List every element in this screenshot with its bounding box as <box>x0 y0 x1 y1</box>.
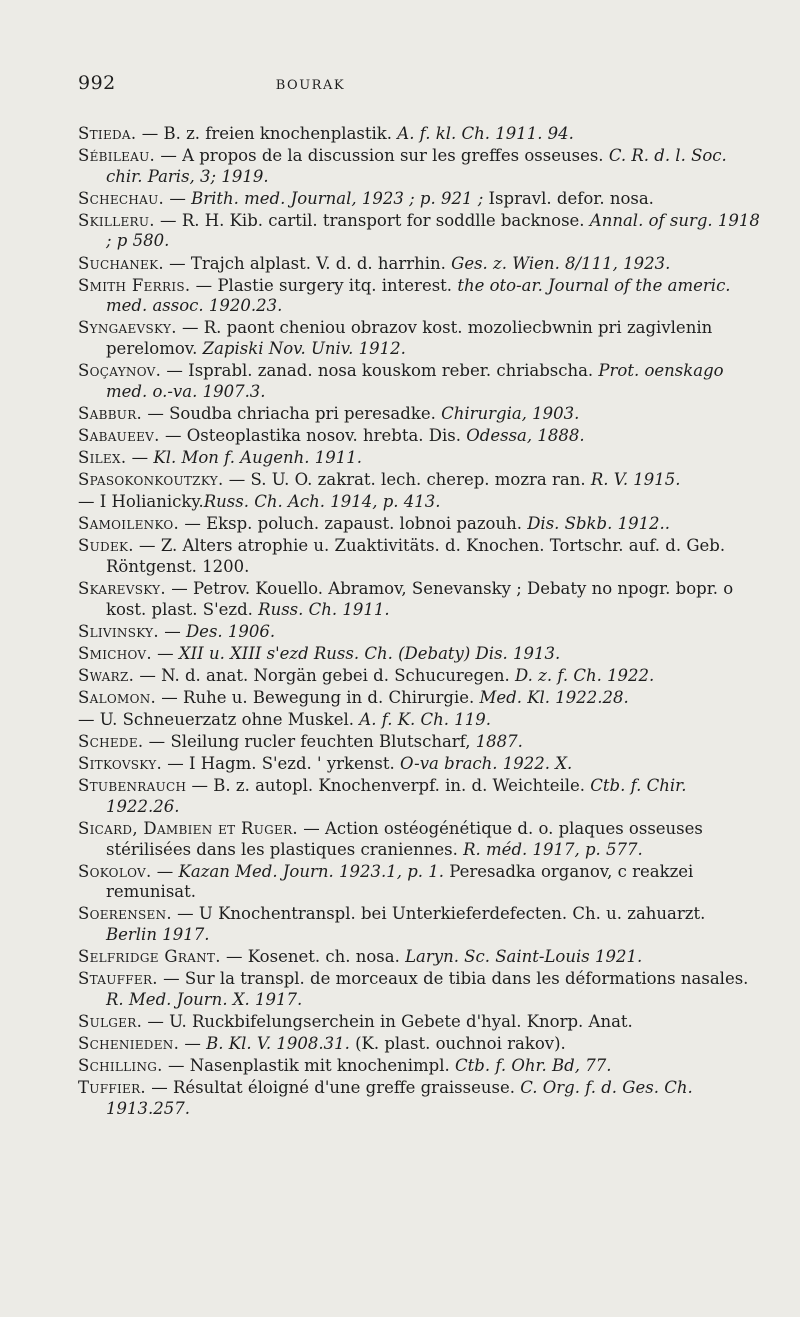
entry-dash: — <box>157 969 185 989</box>
bibliography-entry <box>78 969 760 1010</box>
entry-author: Sulger. <box>78 1011 143 1031</box>
bibliography-entry <box>78 361 760 402</box>
entry-author: Syngaevsky. <box>78 318 177 338</box>
entry-text: N. d. anat. Norgän gebei d. Schucuregen. <box>161 665 515 685</box>
entry-dash: — <box>134 665 162 685</box>
entry-text: I Holianicky. <box>99 492 204 512</box>
bibliography-entry <box>78 579 760 620</box>
bibliography-entry <box>78 819 760 860</box>
entry-author: Soerensen. <box>78 904 172 924</box>
entry-src: R. V. 1915. <box>590 470 681 489</box>
entry-dash: — <box>158 621 186 641</box>
entry-src: Odessa, 1888. <box>466 425 585 445</box>
bibliography-entry <box>78 862 760 903</box>
entry-author: Slivinsky. <box>78 621 159 641</box>
entry-tail: Ispravl. defor. nosa. <box>483 188 654 208</box>
entry-dash: — <box>142 403 170 423</box>
page-header <box>78 72 760 94</box>
entry-src: Des. 1906. <box>185 621 276 641</box>
entry-author: Sokolov. <box>78 861 152 881</box>
bibliography-entry <box>78 470 760 491</box>
entry-author: Sudek. <box>78 536 134 556</box>
entry-src: Berlin 1917. <box>106 924 210 944</box>
running-head: BOURAK <box>275 78 346 93</box>
bibliography-entry <box>78 404 760 425</box>
bibliography-entry <box>78 754 760 775</box>
bibliography-entry <box>78 666 760 687</box>
entry-author: Suchanek. <box>78 253 164 273</box>
entry-dash: — <box>142 1011 170 1031</box>
entry-dash: — <box>164 188 192 208</box>
entry-dash: — <box>126 447 154 467</box>
entry-src: C. Org. f. d. Ges. Ch. 1913.257. <box>106 1078 693 1118</box>
entry-text: A propos de la discussion sur les greffes osseuses. <box>182 146 609 166</box>
entry-dash: — <box>171 904 199 924</box>
entry-src: Prot. oenskago med. o.-va. 1907.3. <box>106 361 724 401</box>
entry-author: Stieda. <box>78 124 137 143</box>
entry-dash: — <box>155 146 183 166</box>
entry-src: Ctb. f. Chir. 1922.26. <box>106 776 687 816</box>
bibliography-entry <box>78 146 760 187</box>
bibliography-entry <box>78 426 760 447</box>
entry-text: U. Schneuerzatz ohne Muskel. <box>99 710 360 730</box>
entry-src: the oto-ar. Journal of the americ. med. assoc. 1920.23. <box>106 275 731 316</box>
entry-author: Salomon. <box>78 687 157 707</box>
entry-text: Kosenet. ch. nosa. <box>247 947 406 967</box>
entry-dash: — <box>162 1056 190 1076</box>
entry-src: Russ. Ch. 1911. <box>258 599 390 619</box>
entry-src: C. R. d. l. Soc. chir. Paris, 3; 1919. <box>106 146 727 186</box>
entry-author: Schilling. <box>78 1056 163 1076</box>
entry-author: Swarz. <box>78 665 135 685</box>
bibliography-entry <box>78 514 760 535</box>
entry-author: Stauffer. <box>78 969 158 989</box>
entry-text: Sleilung rucler feuchten Blutscharf, <box>170 732 476 752</box>
entry-dash: — <box>151 643 179 663</box>
entry-author: Samoilenko. <box>78 514 180 534</box>
entry-author: Selfridge Grant. <box>78 947 221 967</box>
entry-dash: — <box>78 492 100 512</box>
entry-src: B. Kl. V. 1908.31. <box>206 1033 350 1053</box>
entry-src: Med. Kl. 1922.28. <box>479 687 629 707</box>
entry-src: D. z. f. Ch. 1922. <box>515 665 655 685</box>
entry-src: XII u. XIII s'ezd Russ. Ch. (Debaty) Dis. 1913. <box>178 643 561 663</box>
entry-text: U. Ruckbifelungserchein in Gebete d'hyal. Knorp. Anat. <box>169 1011 633 1031</box>
entry-src: Dis. Sbkb. 1912.. <box>527 514 671 534</box>
entry-author: Schede. <box>78 732 144 752</box>
entry-src: R. méd. 1917, p. 577. <box>463 839 643 859</box>
entry-author: Skarevsky. <box>78 578 166 598</box>
bibliography-entry <box>78 732 760 753</box>
entry-author: Sabbur. <box>78 403 143 423</box>
entry-text: B. z. autopl. Knochenverpf. in. d. Weichteile. <box>213 776 591 796</box>
entry-author: Silex. <box>78 447 127 467</box>
entry-author: Soçaynov. <box>78 361 162 381</box>
bibliography-entry <box>78 189 760 210</box>
entry-text: B. z. freien knochenplastik. <box>163 124 398 143</box>
entry-author: Spasokonkoutzky. <box>78 470 224 489</box>
entry-author: Skilleru. <box>78 210 155 230</box>
entry-dash: — <box>133 536 161 556</box>
entry-tail: (K. plast. ouchnoi rakov). <box>349 1033 566 1053</box>
bibliography-entry <box>78 1012 760 1033</box>
bibliography-entry <box>78 1078 760 1119</box>
entry-src: Brith. med. Journal, 1923 ; p. 921 ; <box>191 188 484 208</box>
entry-author: Schenieden. <box>78 1033 180 1053</box>
bibliography-entry <box>78 492 760 513</box>
entry-author: Tuffier. <box>78 1078 146 1098</box>
entry-dash: — <box>165 578 193 598</box>
bibliography-entry <box>78 1034 760 1055</box>
entry-text: Résultat éloigné d'une greffe graisseuse. <box>172 1078 521 1098</box>
entry-dash: — <box>143 732 171 752</box>
entry-text: Nasenplastik mit knochenimpl. <box>189 1056 456 1076</box>
entry-author: Smith Ferris. <box>78 275 191 295</box>
entry-text: Soudba chriacha pri peresadke. <box>169 403 442 423</box>
entry-dash: — <box>156 687 184 707</box>
entry-dash: — <box>159 425 187 445</box>
bibliography-entry <box>78 776 760 817</box>
entry-dash: — <box>145 1078 173 1098</box>
entry-text: Eksp. poluch. zapaust. lobnoi pazouh. <box>206 514 528 534</box>
bibliography-entry <box>78 276 760 317</box>
entry-text: Trajch alplast. V. d. d. harrhin. <box>190 253 452 273</box>
entry-dash: — <box>176 318 204 338</box>
entry-src: Russ. Ch. Ach. 1914, p. 413. <box>203 492 441 512</box>
entry-dash: — <box>179 1033 207 1053</box>
entry-src: Ctb. f. Ohr. Bd, 77. <box>455 1056 612 1076</box>
entry-dash: — <box>297 819 325 838</box>
entry-dash: — <box>136 124 164 143</box>
entry-text: Action ostéogénétique d. o. plaques osseuses stérilisées dans les plastiques craniennes. <box>106 819 703 859</box>
entry-src: Kl. Mon f. Augenh. 1911. <box>153 447 363 467</box>
entry-text: Sur la transpl. de morceaux de tibia dans les déformations nasales. <box>184 969 749 989</box>
entry-author: Sitkovsky. <box>78 754 163 774</box>
bibliography-entry <box>78 622 760 643</box>
entry-src: 1887. <box>475 732 523 752</box>
entry-author: Sicard, Dambien et Ruger. <box>78 819 298 838</box>
bibliography-entry <box>78 947 760 968</box>
entry-src: A. f. K. Ch. 119. <box>359 710 492 730</box>
bibliography-entry <box>78 688 760 709</box>
bibliography-entry <box>78 904 760 945</box>
entry-src: Annal. of surg. 1918 ; p 580. <box>106 210 760 251</box>
bibliography-list <box>78 124 760 1119</box>
entry-author: Stubenrauch <box>78 776 187 796</box>
entry-text: Ruhe u. Bewegung in d. Chirurgie. <box>183 687 480 707</box>
entry-dash: — <box>163 253 191 273</box>
bibliography-entry <box>78 124 760 145</box>
entry-src: Zapiski Nov. Univ. 1912. <box>202 338 406 358</box>
entry-src: Laryn. Sc. Saint-Louis 1921. <box>405 947 643 967</box>
bibliography-entry <box>78 1056 760 1077</box>
entry-author: Schechau. <box>78 188 165 208</box>
bibliography-entry <box>78 211 760 252</box>
entry-dash: — <box>179 514 207 534</box>
entry-text: Plastie surgery itq. interest. <box>217 275 458 295</box>
entry-text: Z. Alters atrophie u. Zuaktivitäts. d. Knochen. Tortschr. auf. d. Geb. Röntgenst. 1200. <box>106 536 726 576</box>
entry-dash: — <box>161 361 189 381</box>
entry-text: Isprabl. zanad. nosa kouskom reber. chriabscha. <box>188 361 599 381</box>
entry-src: R. Med. Journ. X. 1917. <box>106 989 303 1009</box>
bibliography-entry <box>78 318 760 359</box>
entry-dash: — <box>151 861 179 881</box>
bibliography-entry <box>78 710 760 731</box>
entry-dash: — <box>154 210 182 230</box>
entry-dash: — <box>78 710 100 730</box>
entry-tail: Peresadka organov, c reakzei remunisat. <box>106 861 694 902</box>
entry-text: I Hagm. S'ezd. ' yrkenst. <box>189 754 401 774</box>
page-number: 992 <box>78 72 116 94</box>
entry-src: Chirurgia, 1903. <box>441 403 580 423</box>
entry-author: Sabaueev. <box>78 425 160 445</box>
entry-text: Osteoplastika nosov. hrebta. Dis. <box>186 425 467 445</box>
entry-text: U Knochentranspl. bei Unterkieferdefecten. Ch. u. zahuarzt. <box>198 904 706 924</box>
entry-dash: — <box>220 947 248 967</box>
entry-src: Kazan Med. Journ. 1923.1, p. 1. <box>178 861 445 881</box>
entry-author: Sébileau. <box>78 146 156 166</box>
entry-text: Petrov. Kouello. Abramov, Senevansky ; Debaty no npogr. bopr. o kost. plast. S'ezd. <box>106 578 734 619</box>
entry-text: S. U. O. zakrat. lech. cherep. mozra ran. <box>250 470 591 489</box>
bibliography-entry <box>78 448 760 469</box>
entry-text: R. H. Kib. cartil. transport for soddlle backnose. <box>181 210 590 230</box>
bibliography-entry <box>78 644 760 665</box>
entry-src: Ges. z. Wien. 8/111, 1923. <box>451 253 671 273</box>
entry-dash: — <box>223 470 251 489</box>
entry-dash: — <box>186 776 214 796</box>
entry-author: Smichov. <box>78 643 152 663</box>
entry-dash: — <box>190 275 218 295</box>
bibliography-entry <box>78 254 760 275</box>
entry-text: R. paont cheniou obrazov kost. mozoliecbwnin pri zagivlenin perelomov. <box>106 318 713 358</box>
entry-src: O-va brach. 1922. X. <box>400 754 573 774</box>
bibliography-entry <box>78 536 760 577</box>
entry-src: A. f. kl. Ch. 1911. 94. <box>397 124 574 143</box>
entry-dash: — <box>162 754 190 774</box>
